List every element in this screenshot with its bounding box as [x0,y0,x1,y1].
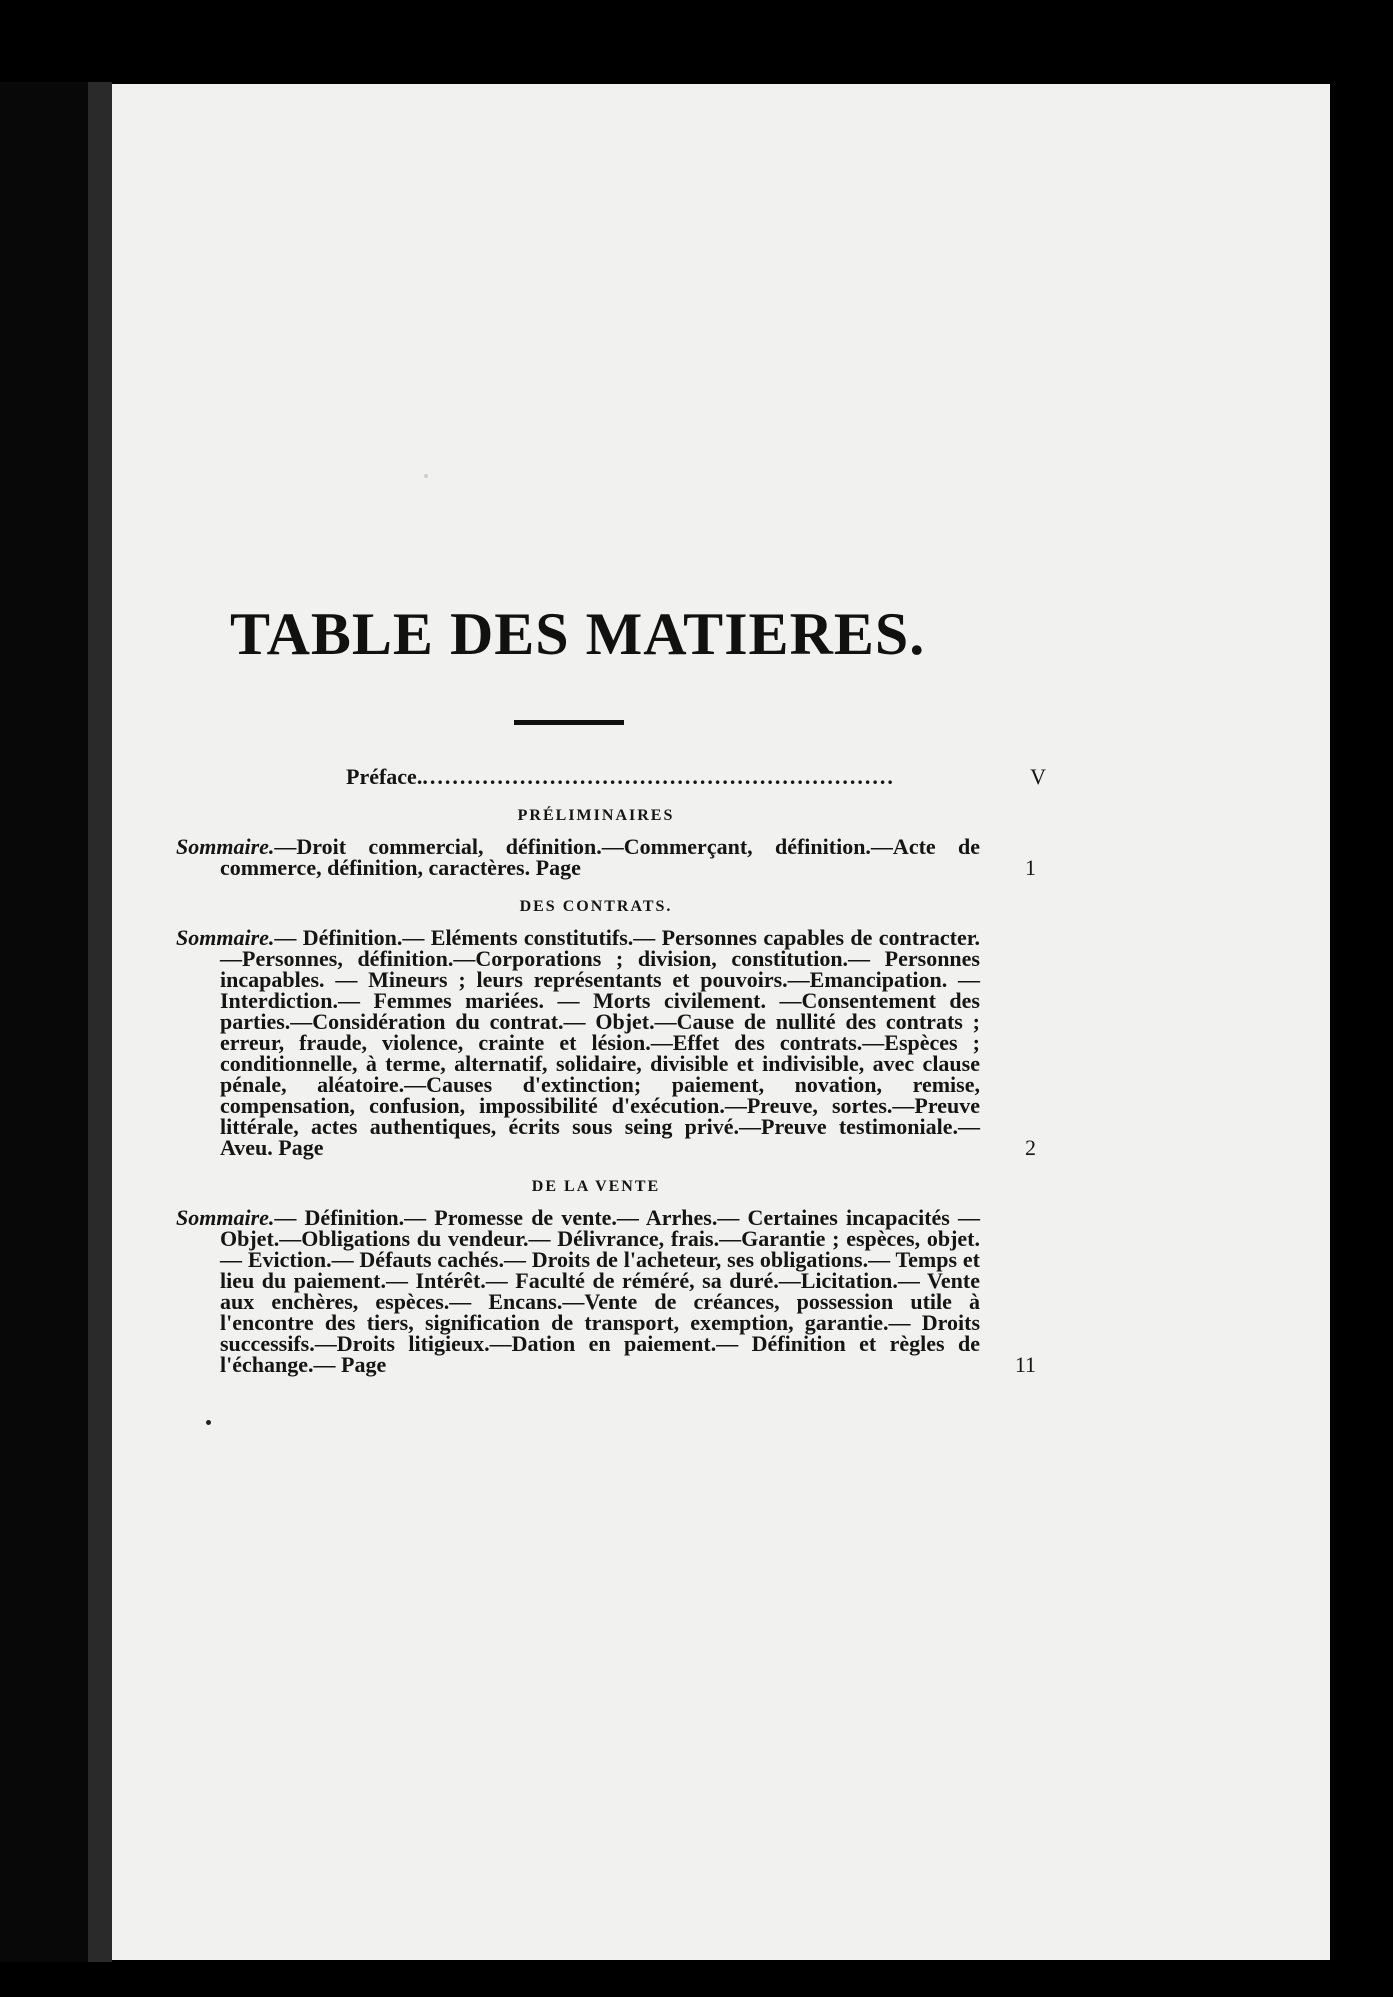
book-spine [88,82,112,1962]
page-title: TABLE DES MATIERES. [230,601,926,667]
section-heading: PRÉLIMINAIRES [517,807,675,824]
section-preliminaires [176,805,1076,878]
section-heading: DE LA VENTE [531,1178,661,1195]
page-word: Page [278,1135,324,1160]
title-rule [514,720,624,725]
section-page-number: 1 [1025,855,1036,880]
page-word: Page [535,855,581,880]
page-word: Page [341,1352,387,1377]
summary-text: — Définition.— Promesse de vente.— Arrhes.— Certaines incapacités —Objet.—Obligations du vendeur.— Délivrance, frais.—Garantie ; espèces, objet.— Eviction.— Défauts cachés.— Droits de l'acheteur, ses obligations.— Temps et lieu du paiement.— Intérêt.— Faculté de réméré, sa duré.—Licitation.— Vente aux enchères, espèces.— Encans.—Vente de créances, possession utile à l'encontre des tiers, signification de transport, exemption, garantie.— Droits successifs.—Droits litigieux.—Dation en paiement.— Définition et règles de l'échange.— [220,1205,980,1377]
table-of-contents [176,750,1076,1375]
section-page-number: 11 [1014,1352,1036,1377]
preface-label: Préface. [346,764,423,789]
sommaire-label: Sommaire. [176,1205,275,1230]
page-speck [424,474,428,478]
section-de-la-vente [176,1176,1076,1375]
section-summary [176,927,980,1158]
preface-page: V [1030,764,1046,789]
section-heading: DES CONTRATS. [519,898,673,915]
preface-entry [346,766,1046,787]
section-entry [176,836,1036,878]
summary-text: —Droit commercial, définition.—Commerçant, définition.—Acte de commerce, définition, caractères. [220,834,980,880]
section-summary [176,1207,980,1375]
left-page-edge [0,82,88,1962]
page-speck [206,1420,211,1425]
summary-text: — Définition.— Eléments constitutifs.— Personnes capables de contracter.—Personnes, définition.—Corporations ; division, constitution.— Personnes incapables. — Mineurs ; leurs représentants et pouvoirs.—Emancipation. — Interdiction.— Femmes mariées. — Morts civilement. —Consentement des parties.—Considération du contrat.— Objet.—Cause de nullité des contrats ; erreur, fraude, violence, crainte et lésion.—Effet des contrats.—Espèces ; conditionnelle, à terme, alternatif, solidaire, divisible et indivisible, avec clause pénale, aléatoire.—Causes d'extinction; paiement, novation, remise, compensation, confusion, impossibilité d'exécution.—Preuve, sortes.—Preuve littérale, actes authentiques, écrits sous seing privé.—Preuve testimoniale.—Aveu. [220,925,980,1160]
section-page-number: 2 [1025,1135,1036,1160]
preface-leader: ............................................................... [422,766,895,787]
section-entry [176,927,1036,1158]
section-entry [176,1207,1036,1375]
section-summary [176,836,980,878]
sommaire-label: Sommaire. [176,834,275,859]
section-des-contrats [176,896,1076,1158]
sommaire-label: Sommaire. [176,925,275,950]
